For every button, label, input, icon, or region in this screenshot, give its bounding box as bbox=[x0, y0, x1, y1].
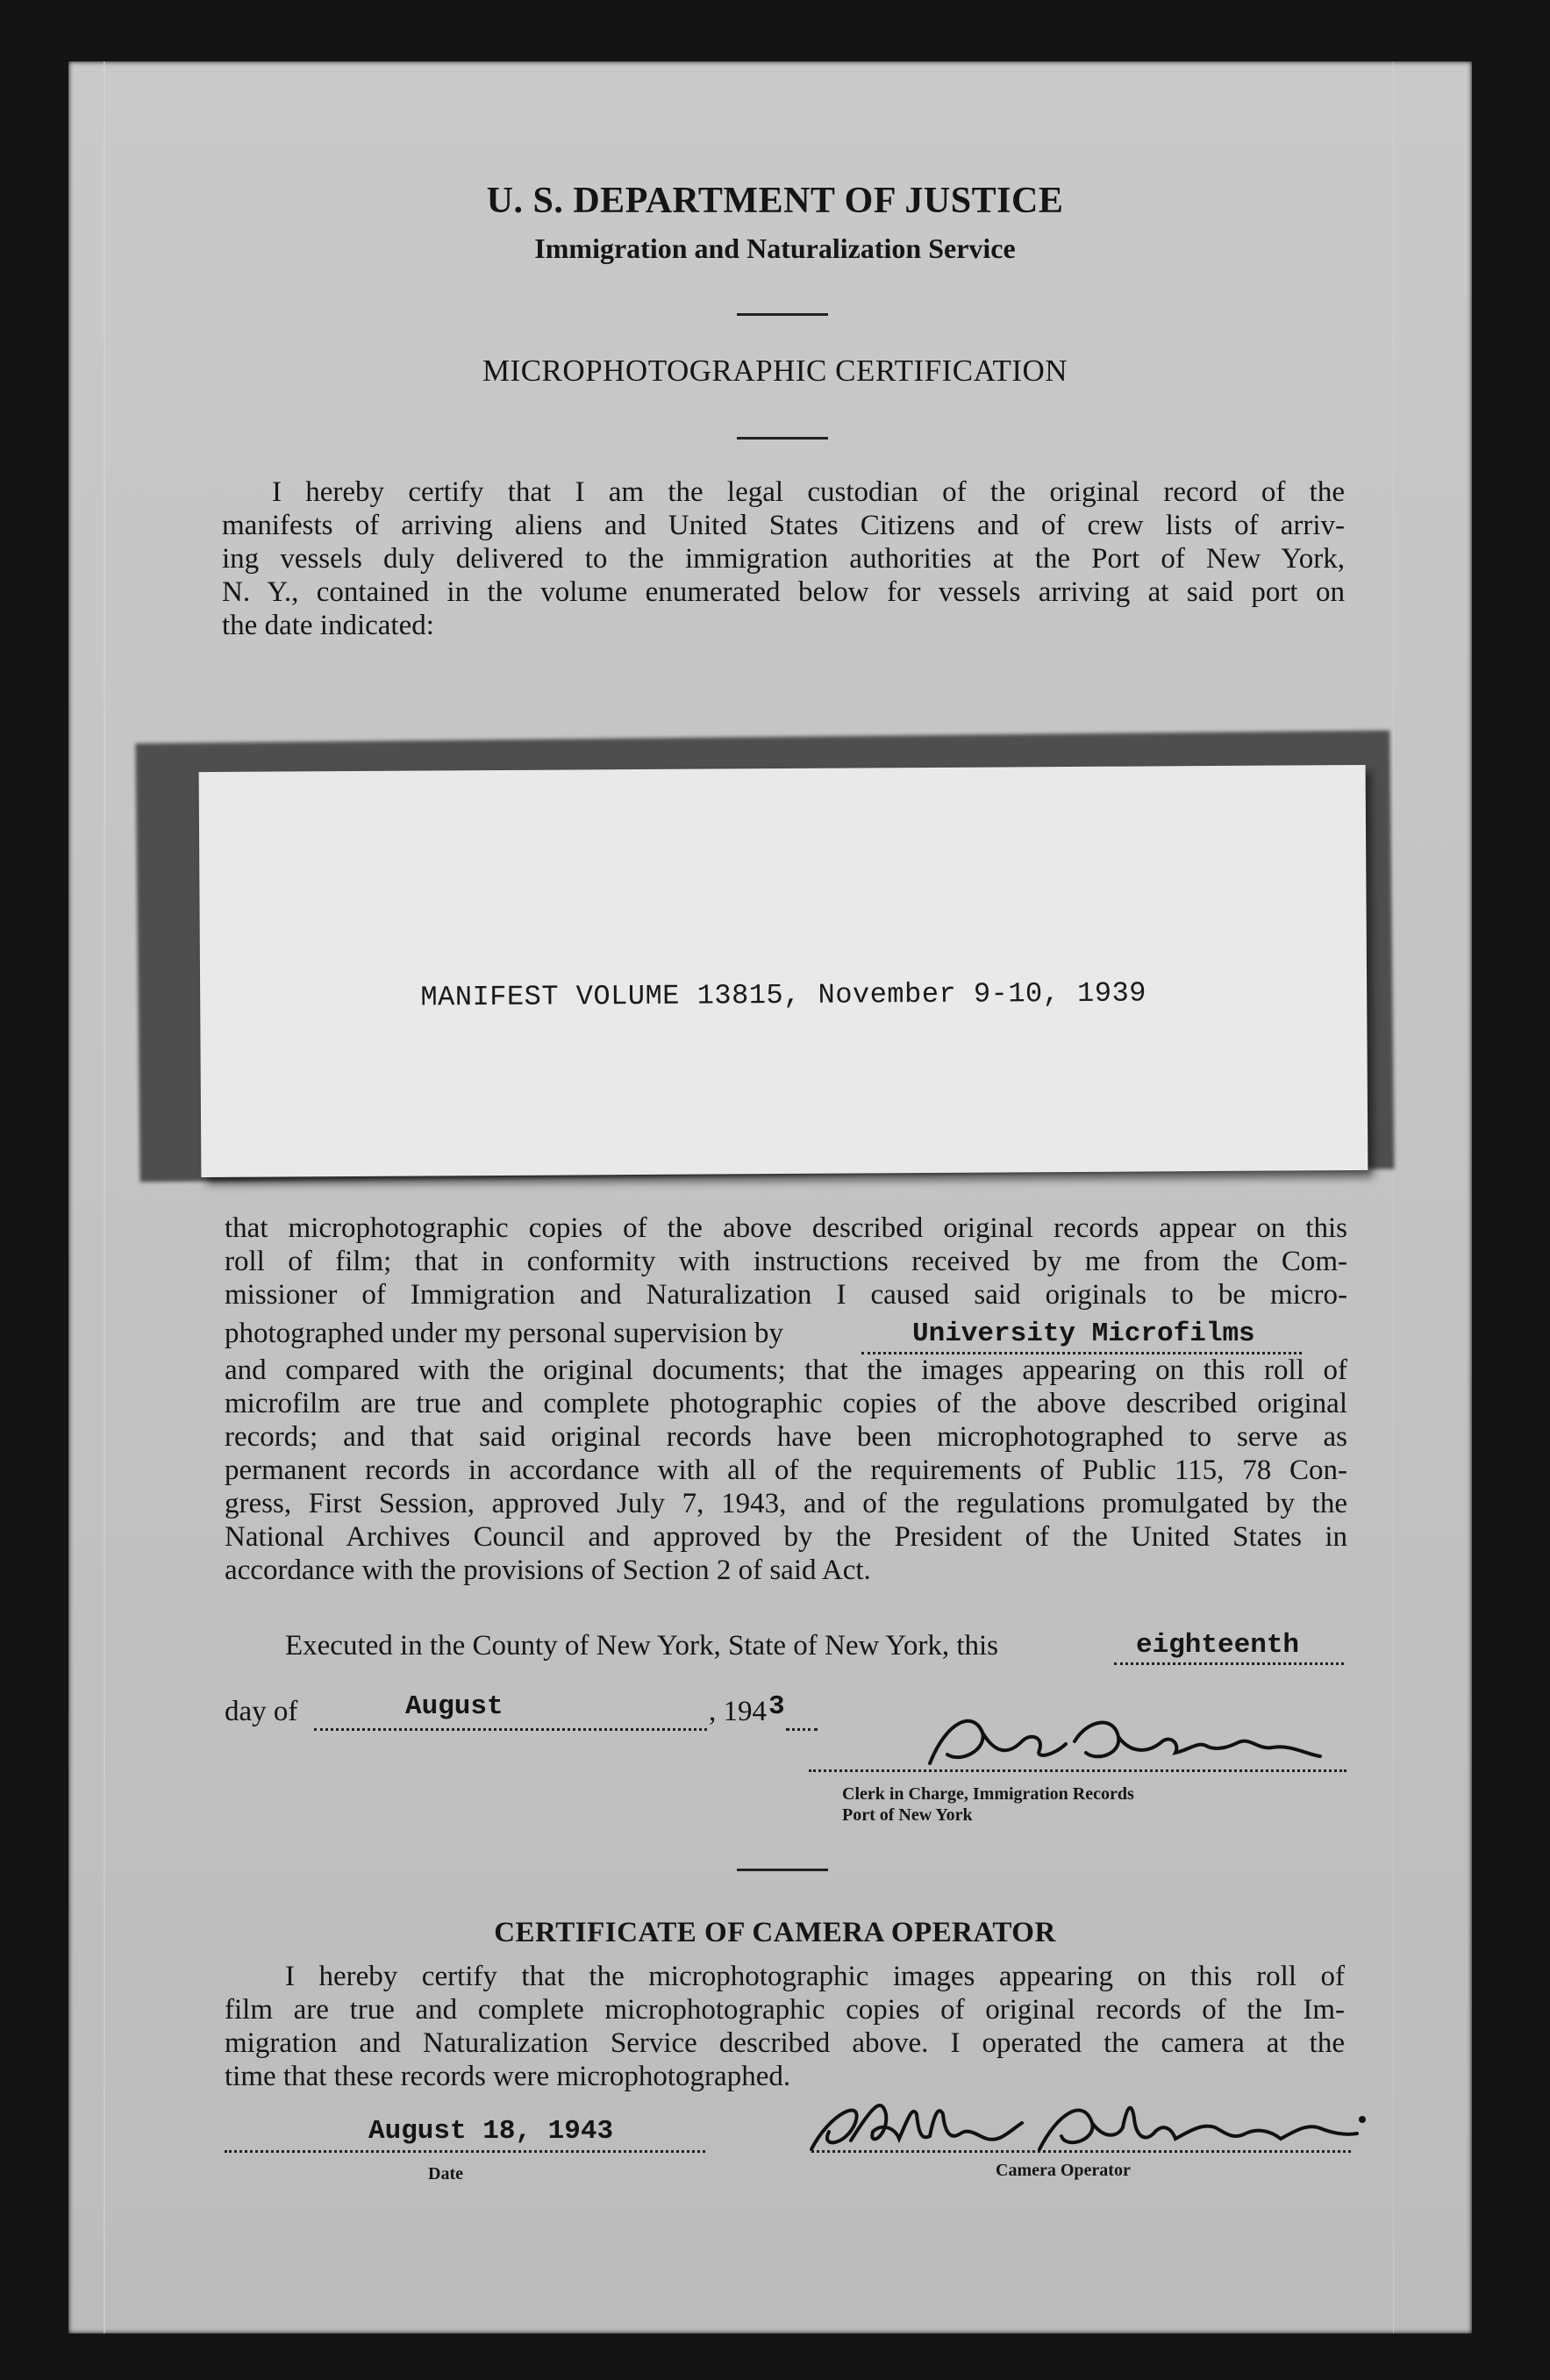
divider-rule bbox=[737, 1869, 828, 1871]
execution-day-value: eighteenth bbox=[1136, 1630, 1300, 1661]
body-line: that microphotographic copies of the above described original records appear on this bbox=[225, 1212, 1347, 1244]
clerk-signature bbox=[912, 1702, 1325, 1781]
dotted-fill-line bbox=[314, 1728, 707, 1731]
intro-line: I hereby certify that I am the legal custodian of the original record of the bbox=[272, 476, 1345, 508]
intro-line: ing vessels duly delivered to the immigration authorities at the Port of New York, bbox=[222, 543, 1345, 575]
body-line-supervision: photographed under my personal supervision by bbox=[225, 1318, 783, 1349]
service-subheading: Immigration and Naturalization Service bbox=[534, 232, 1016, 264]
intro-line: the date indicated: bbox=[222, 610, 434, 641]
camera-certificate-title: CERTIFICATE OF CAMERA OPERATOR bbox=[494, 1917, 1056, 1948]
body-line: roll of film; that in conformity with instructions received by me from the Com- bbox=[225, 1246, 1347, 1277]
manifest-record-card bbox=[199, 765, 1368, 1177]
execution-year-digit: 3 bbox=[768, 1691, 785, 1722]
camera-line: migration and Naturalization Service described above. I operated the camera at the bbox=[225, 2027, 1345, 2059]
clerk-title: Clerk in Charge, Immigration Records bbox=[842, 1784, 1134, 1804]
intro-line: N. Y., contained in the volume enumerated below for vessels arriving at said port on bbox=[222, 576, 1345, 608]
body-line: microfilm are true and complete photographic copies of the above described original bbox=[225, 1388, 1347, 1419]
date-label: Date bbox=[428, 2164, 463, 2183]
body-line: records; and that said original records have been microphotographed to serve as bbox=[225, 1421, 1347, 1453]
clerk-port: Port of New York bbox=[842, 1805, 973, 1825]
date-line bbox=[225, 2150, 705, 2153]
execution-month-value: August bbox=[405, 1691, 504, 1722]
manifest-volume-label: MANIFEST VOLUME 13815, November 9-10, 1939 bbox=[420, 976, 1147, 1014]
dotted-fill-line bbox=[786, 1728, 818, 1731]
body-line: gress, First Session, approved July 7, 1943, and of the regulations promulgated by the bbox=[225, 1488, 1347, 1519]
camera-line: I hereby certify that the microphotographic images appearing on this roll of bbox=[285, 1961, 1345, 1992]
year-prefix: , 194 bbox=[709, 1696, 767, 1727]
intro-line: manifests of arriving aliens and United States Citizens and of crew lists of arriv- bbox=[222, 510, 1345, 541]
department-heading: U. S. DEPARTMENT OF JUSTICE bbox=[486, 181, 1064, 221]
certification-title: MICROPHOTOGRAPHIC CERTIFICATION bbox=[482, 354, 1068, 388]
filmed-by-value: University Microfilms bbox=[912, 1319, 1255, 1349]
operator-label: Camera Operator bbox=[996, 2161, 1131, 2180]
dotted-fill-line bbox=[1114, 1662, 1344, 1665]
body-line: permanent records in accordance with all of the requirements of Public 115, 78 Con- bbox=[225, 1454, 1347, 1486]
divider-rule bbox=[737, 437, 828, 440]
film-scratch bbox=[104, 61, 105, 2334]
body-line: accordance with the provisions of Section 2 of said Act. bbox=[225, 1555, 871, 1586]
body-line: and compared with the original documents; that the images appearing on this roll of bbox=[225, 1354, 1347, 1386]
film-scratch bbox=[1393, 61, 1394, 2334]
day-of-label: day of bbox=[225, 1696, 298, 1727]
camera-operator-signature bbox=[803, 2088, 1364, 2167]
body-line: National Archives Council and approved by the President of the United States in bbox=[225, 1521, 1347, 1553]
camera-line: film are true and complete microphotographic copies of original records of the Im- bbox=[225, 1994, 1345, 2026]
camera-date-value: August 18, 1943 bbox=[368, 2116, 614, 2147]
executed-line: Executed in the County of New York, State of New York, this bbox=[285, 1630, 999, 1662]
divider-rule bbox=[737, 313, 828, 316]
camera-line: time that these records were microphotographed. bbox=[225, 2061, 791, 2092]
body-line: missioner of Immigration and Naturalization I caused said originals to be micro- bbox=[225, 1279, 1347, 1311]
